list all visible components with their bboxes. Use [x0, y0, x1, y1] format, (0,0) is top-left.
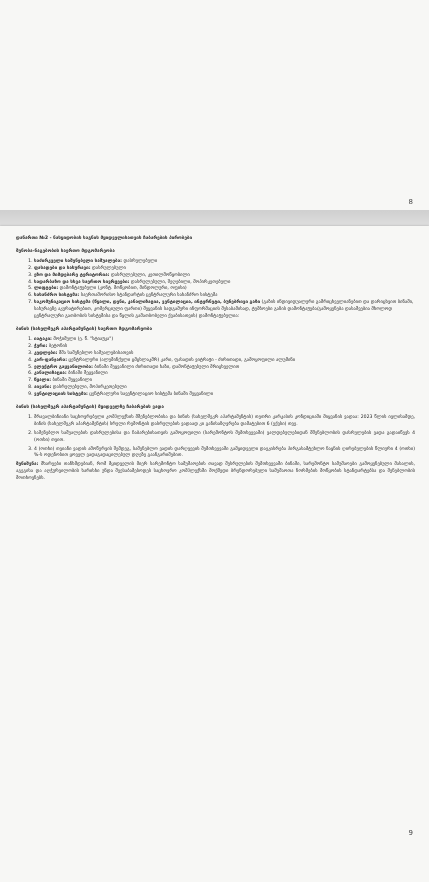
list-item: 2. ჭერი: ბეტონის	[34, 344, 415, 351]
list-item: 3. ეზო და მიმდებარე ტერიტორია: დასრულებული, კეთილმოწყობილი	[34, 273, 415, 280]
handover-list	[16, 415, 415, 460]
building-list	[16, 259, 415, 321]
appendix-title: დანართი №2 - ნასყიდობის საგნის მყიდველისათვის ჩაბარების პირობები	[16, 236, 193, 241]
page-content	[16, 236, 415, 485]
building-section-heading: შენობა-ნაგებობის საერთო მდგომარეობა	[16, 248, 115, 254]
list-item: 7. საკომუნიკაციო სისტემა (წყალი, დენი, კანალიზაცია, ვენტილაცია, ინტერნეტი, ბუნებრივი გაზი (გაზის ინდივიდუალური გამრიცხველიანებით და დარიცხვით ბინაში, სახურავზე აკურატირებით, კომერციული ფართი) შეყვანის სადგამური ინფორმაციის შესაბამისად, ტუმბოები გაზის დამონტაჟება/გამოყენება დასაშვებია მხოლოდ ცენტრალური გათბობის სისტემისა და წყლის გამათბობელი ქვაბისათვის) დამონტაჟებულია:	[34, 300, 415, 321]
list-item: 3. კედლები: მშა საშენებლო საშუალებისათვის	[34, 351, 415, 358]
list-item: 6. კანალიზაცია: ბინაში შეყვანილი	[34, 371, 415, 378]
page-number-main: 9	[408, 829, 413, 837]
handover-section-heading: ბინის (სახელშეკრ აპარტამენტის) მყიდველზე ჩაბარების ვადა	[16, 405, 164, 411]
list-item: 2. ფასადები და სახურავი: დასრულებული	[34, 266, 415, 273]
page-number-top: 8	[408, 198, 413, 206]
list-item: 5. ლიფტები: დამონტაჟებული (კონტ. მოწყობით, მინდოლური, ოფისი)	[34, 286, 415, 293]
list-item: 1. საძირკველი საშენებელი საშუალება: დასრულებული	[34, 259, 415, 266]
list-item: 5. ელექტრო გაყვანილობა: ბინაში შეყვანილი ძირითადი ხაზი, დამონტაჟებული მრიცხველით	[34, 365, 415, 372]
list-item: 1. მრავალბინიანი საცხოვრებელი კომპლექსის მშენებლობისა და ბინის (სახელშეკრ აპარტამენტის) თეთრი კარკასის კონდიციაში მიყვანის ვადაა: 2023 წლის ივლისამდე, ბინის (სახელშეკრ აპარტამენტის) სრული რემონტის დასრულების ვადაად კი განისაზღვრება დამატებით 6 (ექვსი) თვე.	[34, 415, 415, 429]
apartment-list	[16, 337, 415, 399]
list-item: 3. 4 (ოთხი) თვიანი ვადის ამოწურვის შემდეგ, საშენებლო ვადის დარღვევის შემთხვევაში გამყიდველი დაეკისრება პირგასამტეხლო ნაყნის ღირებულების წლიური 4 (ოთხი) %-ს ოდენობით ყოველ ვადაგადაცილებულ დღეზე გაანგარიშებით.	[34, 447, 415, 461]
list-item: 7. წყალი: ბინაში შეყვანილი	[34, 378, 415, 385]
page-gap	[0, 210, 429, 226]
apartment-section-heading: ბინის (სახელშეკრ აპარტამენტის) საერთო მდგომარეობა	[16, 326, 153, 332]
note-paragraph: შენიშვნა: მხარეები თანხმდებიან, რომ მყიდველის მიერ სარემონტო სამუშაოების თავად შესრულების შემთხვევაში ბინაში, სარემონტო სამუშაოები გამოყენებული მასალის, აგეგისა და აღჭურვილობის ხარისხი უნდა შეესაბამებოდეს საცხოვრო კომპლექსში მოქმედი ბრენდორებული სამუშაოთა ნორმების მოწყობის სტანდარტებსა და შენებლობის მოთხოვნებს.	[16, 462, 415, 482]
list-item: 9. ვენტილაციის სისტემა: ცენტრალური სავენტილაციო სისტემა ბინაში შეყვანილი	[34, 392, 415, 399]
list-item: 1. იატაკი: მოჭიმული (ე. წ. "სტიაჟკა")	[34, 337, 415, 344]
previous-page	[0, 0, 429, 210]
document-page	[0, 226, 429, 882]
list-item: 4. სადარბაზო და სხვა საერთო სივრცეები: დასრულებული, შეღებილი, მოპირკეთებული	[34, 280, 415, 287]
list-item: 6. სახანძრო სისტემა: საერთაშორისო სტანდარტის ცენტრალური სახანძრო სისტემა	[34, 293, 415, 300]
list-item: 2. საშენებლო საშუალების დასრულებისა და ჩაბარებისათვის გამოყოფილი (სარემონტოს შემთხვევაში) ვალდებულებიდან მშენებლობის დასრულების ვადა გადაიწევს 4 (ოთხი) თვით.	[34, 431, 415, 445]
list-item: 4. კარ-ფანჯარა: ცენტრალური (ალუმინქული ცმცხლაკმრ) კარი, ფასადის ვიტრაჟი - ძირითადი, გამოყოფილი ალუმინი	[34, 358, 415, 365]
list-item: 8. აივანი: დასრულებული, მოპირკეთებული	[34, 385, 415, 392]
